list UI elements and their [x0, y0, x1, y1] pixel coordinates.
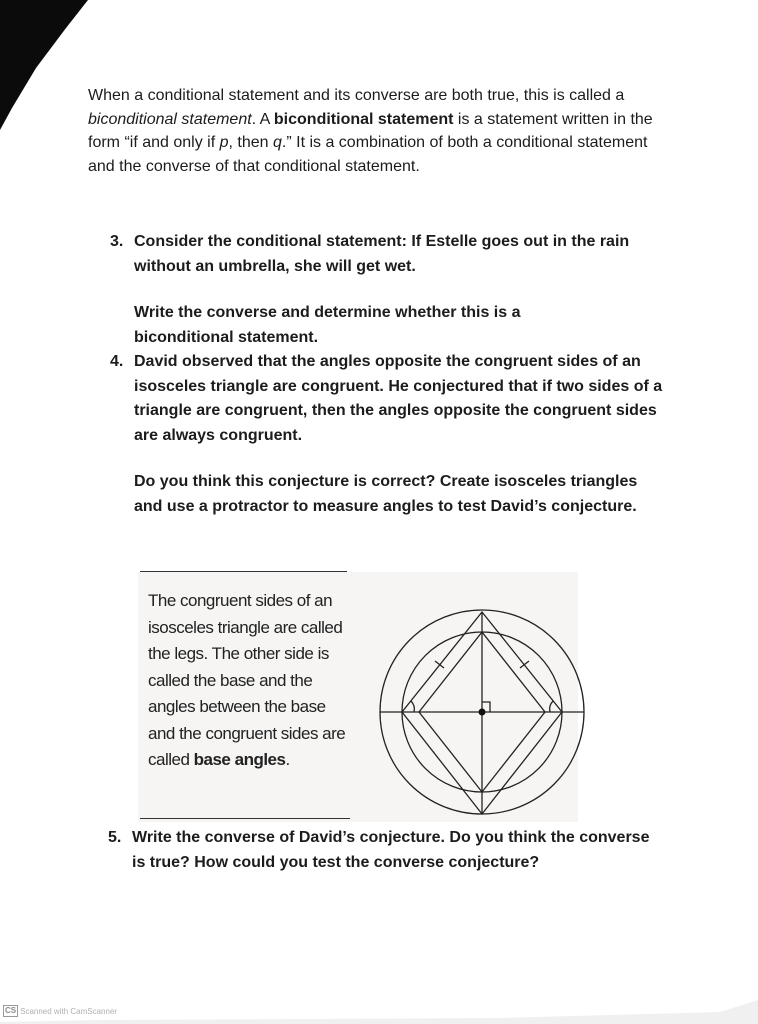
right-base-angle-arc	[550, 701, 553, 712]
question-number: 3.	[110, 233, 124, 250]
definition-note: The congruent sides of an isosceles triangle are called the legs. The other side is called the base and the angles between the base and the congruent sides are called base angles.	[148, 591, 346, 769]
question-5	[108, 826, 672, 875]
isosceles-triangles-in-circles-diagram	[376, 598, 588, 820]
left-base-angle-arc	[411, 701, 414, 712]
bottom-divider	[140, 818, 350, 819]
question-prompt: Write the converse of David’s conjecture. Do you think the converse is true? How could you test the converse conjecture?	[132, 829, 650, 871]
question-prompt: Consider the conditional statement: If Estelle goes out in the rain without an umbrella, she will get wet.	[134, 233, 630, 275]
watermark-text: Scanned with CamScanner	[20, 1006, 118, 1016]
question-task: Write the converse and determine whether this is a biconditional statement.	[134, 304, 521, 346]
center-point	[479, 709, 486, 716]
question-task: Do you think this conjecture is correct? Create isosceles triangles and use a protractor to measure angles to test David’s conjecture.	[134, 473, 638, 515]
question-number: 5.	[108, 829, 122, 846]
top-divider	[140, 571, 347, 572]
question-3	[110, 230, 674, 350]
scanner-watermark	[3, 1005, 117, 1017]
question-4	[110, 350, 674, 519]
intro-paragraph: When a conditional statement and its converse are both true, this is called a biconditional statement. A biconditional statement is a statement written in the form “if and only if p, then q.” It is a combination of both a conditional statement and the converse of that conditional statement.	[88, 87, 653, 175]
question-prompt: David observed that the angles opposite the congruent sides of an isosceles triangle are congruent. He conjectured that if two sides of a triangle are congruent, then the angles opposite the congruent sides are always congruent.	[134, 353, 663, 444]
question-number: 4.	[110, 353, 124, 370]
camscanner-logo: CS	[5, 1006, 17, 1015]
